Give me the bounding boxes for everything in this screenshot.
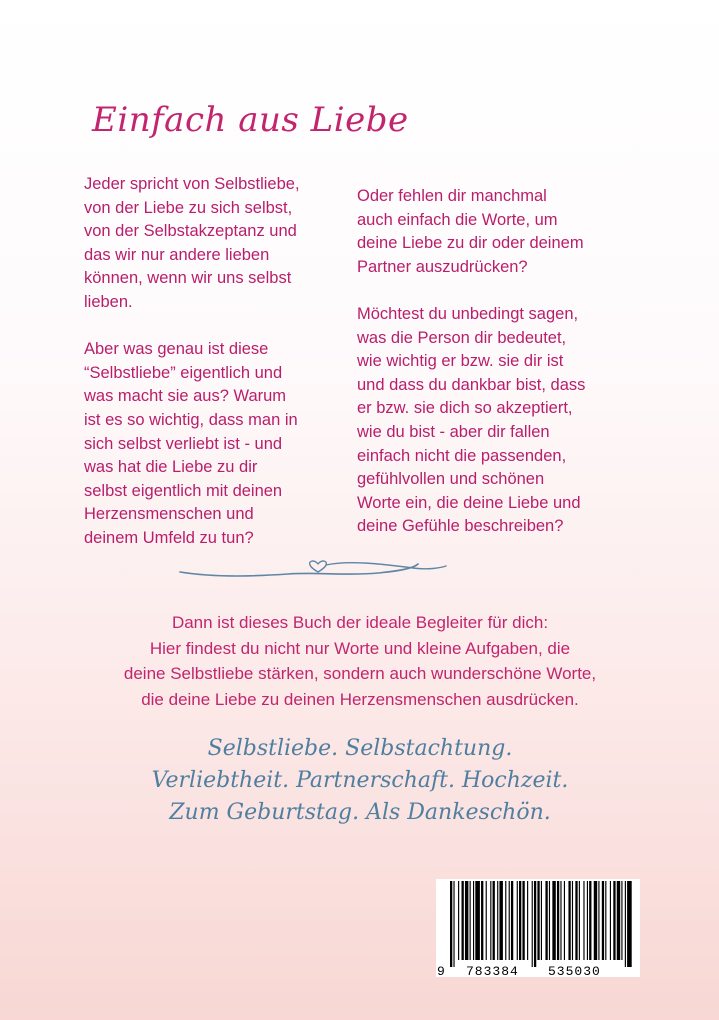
barcode-group-2: 535030 [548, 964, 601, 977]
barcode-bar [545, 881, 547, 960]
center-line: die deine Liebe zu deinen Herzensmenschen ausdrücken. [141, 689, 579, 709]
barcode-bar [486, 881, 487, 960]
text-line: ist es so wichtig, dass man in [84, 410, 298, 429]
barcode-bar [473, 881, 474, 960]
text-line: deine Liebe zu dir oder deinem [357, 234, 584, 253]
barcode-bar [564, 881, 565, 960]
barcode-bar [493, 881, 495, 960]
text-line: selbst eigentlich mit deinen [84, 481, 283, 500]
text-line: einfach nicht die passenden, [357, 446, 567, 465]
barcode-bar [462, 881, 464, 960]
barcode-icon [436, 879, 640, 977]
barcode-bar [621, 881, 622, 960]
text-line: Aber was genau ist diese [84, 340, 269, 359]
barcode-bar [458, 881, 459, 960]
book-title: Einfach aus Liebe [92, 100, 409, 140]
text-line: auch einfach die Worte, um [357, 210, 558, 229]
barcode-bar [505, 881, 506, 960]
barcode-bar [499, 881, 502, 960]
tagline-line: Zum Geburtstag. Als Dankeschön. [169, 800, 551, 825]
tagline-line: Selbstliebe. Selbstachtung. [207, 736, 513, 761]
text-line: lieben. [84, 292, 133, 311]
right-paragraph-2 [357, 303, 657, 539]
text-line: er bzw. sie dich so akzeptiert, [357, 399, 573, 418]
text-line: Partner auszudrücken? [357, 257, 528, 276]
barcode-bar [470, 881, 471, 960]
barcode-bar [572, 881, 573, 960]
text-line: gefühlvollen und schönen [357, 470, 545, 489]
text-line: wie wichtig er bzw. sie dir ist [357, 352, 564, 371]
text-line: Möchtest du unbedingt sagen, [357, 304, 579, 323]
barcode-bar [613, 881, 615, 960]
barcode-bar [617, 881, 620, 960]
text-line: sich selbst verliebt ist - und [84, 434, 283, 453]
text-line: können, wenn wir uns selbst [84, 269, 292, 288]
isbn-barcode [436, 879, 640, 977]
barcode-bar [552, 881, 555, 960]
barcode-bar [527, 881, 528, 960]
text-line: was macht sie aus? Warum [84, 387, 287, 406]
barcode-bar [475, 881, 480, 960]
barcode-bar [568, 881, 570, 960]
barcode-bar [497, 881, 498, 960]
tagline-line: Verliebtheit. Partnerschaft. Hochzeit. [151, 768, 569, 793]
barcode-bar [610, 881, 611, 960]
barcode-bar [605, 881, 606, 960]
left-paragraph-2 [84, 338, 346, 550]
left-column [84, 173, 346, 551]
text-line: Jeder spricht von Selbstliebe, [84, 175, 300, 193]
text-line: was hat die Liebe zu dir [84, 458, 258, 477]
barcode-bar [587, 881, 588, 960]
center-line: deine Selbstliebe stärken, sondern auch wunderschöne Worte, [123, 664, 597, 683]
text-line: Oder fehlen dir manchmal [357, 187, 547, 205]
barcode-bar [490, 881, 491, 960]
barcode-bar [589, 881, 591, 960]
text-line: was die Person dir bedeutet, [357, 328, 567, 347]
text-line: und dass du dankbar bist, dass [357, 375, 586, 394]
barcode-bar [583, 881, 584, 960]
text-line: deine Gefühle beschreiben? [357, 517, 564, 536]
barcode-bar [509, 881, 510, 960]
barcode-bar [517, 881, 518, 960]
barcode-bar [598, 881, 599, 960]
barcode-bar [625, 881, 626, 967]
barcode-bar [594, 881, 597, 960]
barcode-bar [602, 881, 604, 960]
center-text [40, 610, 680, 712]
text-line: das wir nur andere lieben [84, 245, 270, 264]
barcode-bar [481, 881, 483, 960]
barcode-bar [532, 881, 533, 967]
text-line: von der Liebe zu sich selbst, [84, 198, 293, 217]
barcode-bar [519, 881, 521, 960]
barcode-bar [537, 881, 539, 960]
text-line: wie du bist - aber dir fallen [357, 422, 550, 441]
barcode-bar [534, 881, 536, 967]
text-line: Herzensmenschen und [84, 505, 254, 524]
left-paragraph-1 [84, 173, 346, 315]
barcode-bar [579, 881, 580, 960]
barcode-bar [560, 881, 561, 960]
text-line: Worte ein, die deine Liebe und [357, 493, 581, 512]
heart-flourish-icon [178, 552, 448, 582]
text-line: von der Selbstakzeptanz und [84, 222, 297, 241]
right-paragraph-1 [357, 185, 657, 279]
barcode-bar [511, 881, 513, 960]
barcode-bar [453, 881, 454, 967]
barcode-digit: 9 [437, 964, 445, 977]
barcode-bar [522, 881, 524, 960]
text-line: “Selbstliebe” eigentlich und [84, 363, 283, 382]
tagline [100, 733, 620, 829]
right-column [357, 185, 657, 539]
barcode-bar [465, 881, 468, 960]
barcode-bar [450, 881, 452, 967]
center-line: Dann ist dieses Buch der ideale Begleiter für dich: [171, 613, 549, 632]
text-line: deinem Umfeld zu tun? [84, 528, 254, 547]
barcode-bar [627, 881, 632, 967]
barcode-bar [557, 881, 559, 960]
barcode-group-1: 783384 [466, 964, 519, 977]
barcode-bar [541, 881, 542, 960]
center-line: Hier findest du nicht nur Worte und kleine Aufgaben, die [149, 638, 571, 658]
barcode-bar [549, 881, 550, 960]
barcode-bar [575, 881, 577, 960]
